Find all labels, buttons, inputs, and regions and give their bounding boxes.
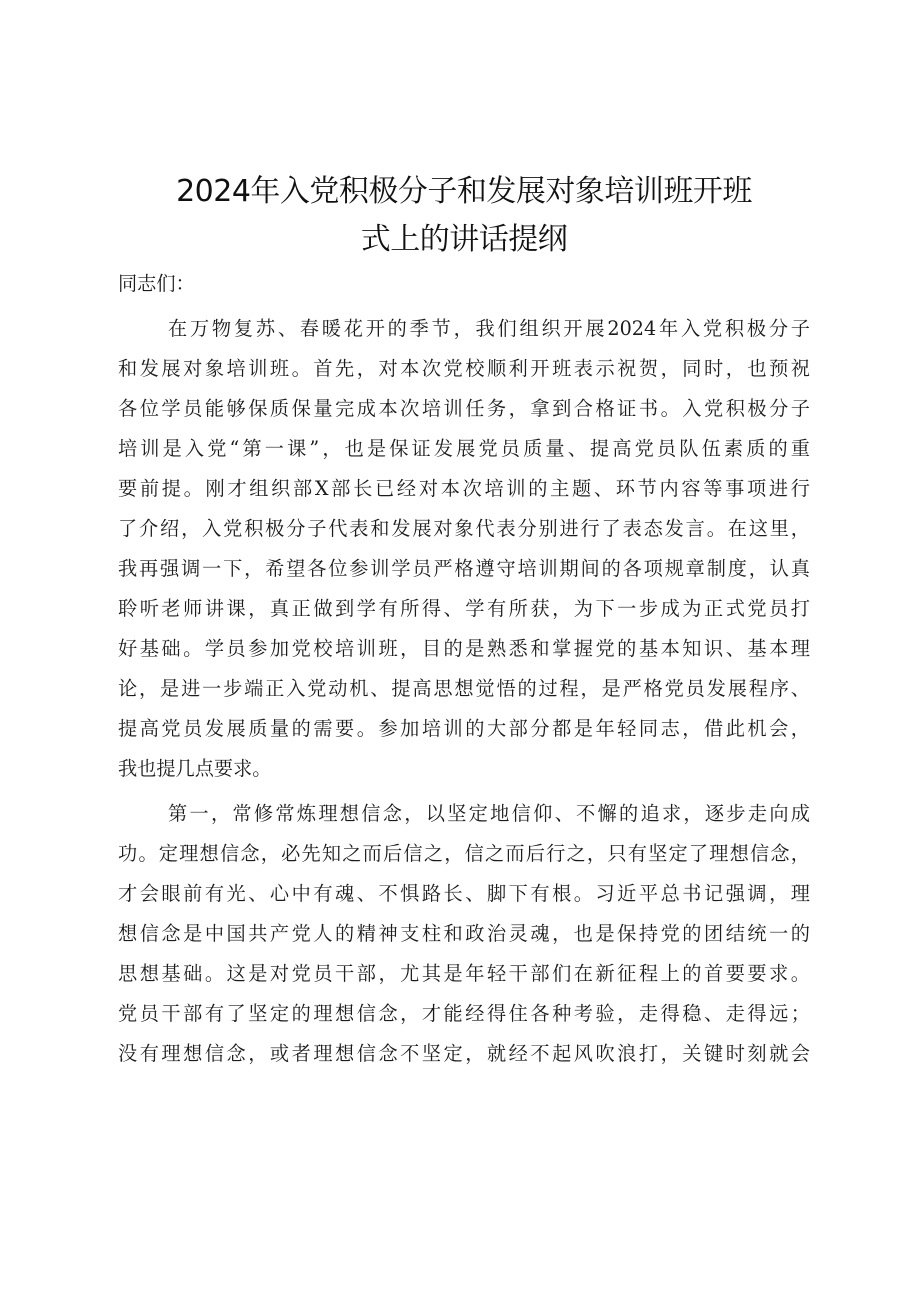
- paragraph-1-line: 了介绍，入党积极分子代表和发展对象代表分别进行了表态发言。在这里，: [118, 517, 810, 540]
- document-title-line-1: 2024年入党积极分子和发展对象培训班开班: [176, 174, 752, 209]
- paragraph-1-line: 要前提。刚才组织部X部长已经对本次培训的主题、环节内容等事项进行: [118, 477, 810, 500]
- paragraph-2-line: 党员干部有了坚定的理想信念，才能经得住各种考验，走得稳、走得远；: [118, 1002, 810, 1025]
- paragraph-2-line: 第一，常修常炼理想信念，以坚定地信仰、不懈的追求，逐步走向成: [168, 802, 810, 825]
- document-title-line-2: 式上的讲话提纲: [360, 222, 568, 257]
- paragraph-1-line: 各位学员能够保质保量完成本次培训任务，拿到合格证书。入党积极分子: [118, 397, 810, 420]
- paragraph-1-line: 论，是进一步端正入党动机、提高思想觉悟的过程，是严格党员发展程序、: [118, 677, 810, 700]
- paragraph-2-line: 才会眼前有光、心中有魂、不惧路长、脚下有根。习近平总书记强调，理: [118, 882, 810, 905]
- salutation: 同志们：: [118, 272, 195, 295]
- paragraph-1-line: 和发展对象培训班。首先，对本次党校顺利开班表示祝贺，同时，也预祝: [118, 357, 810, 380]
- paragraph-1-line: 我也提几点要求。: [118, 757, 272, 780]
- paragraph-2-line: 思想基础。这是对党员干部，尤其是年轻干部们在新征程上的首要要求。: [118, 962, 810, 985]
- paragraph-1-line: 我再强调一下，希望各位参训学员严格遵守培训期间的各项规章制度，认真: [118, 557, 810, 580]
- paragraph-1-line: 提高党员发展质量的需要。参加培训的大部分都是年轻同志，借此机会，: [118, 717, 810, 740]
- paragraph-1-line: 好基础。学员参加党校培训班，目的是熟悉和掌握党的基本知识、基本理: [118, 637, 810, 660]
- paragraph-2-line: 功。定理想信念，必先知之而后信之，信之而后行之，只有坚定了理想信念，: [118, 842, 810, 865]
- paragraph-1-line: 聆听老师讲课，真正做到学有所得、学有所获，为下一步成为正式党员打: [118, 597, 810, 620]
- paragraph-1-line: 在万物复苏、春暖花开的季节，我们组织开展2024年入党积极分子: [168, 317, 810, 340]
- paragraph-2-line: 没有理想信念，或者理想信念不坚定，就经不起风吹浪打，关键时刻就会: [118, 1042, 810, 1065]
- paragraph-2-line: 想信念是中国共产党人的精神支柱和政治灵魂，也是保持党的团结统一的: [118, 922, 810, 945]
- paragraph-1-line: 培训是入党“第一课”，也是保证发展党员质量、提高党员队伍素质的重: [118, 437, 810, 460]
